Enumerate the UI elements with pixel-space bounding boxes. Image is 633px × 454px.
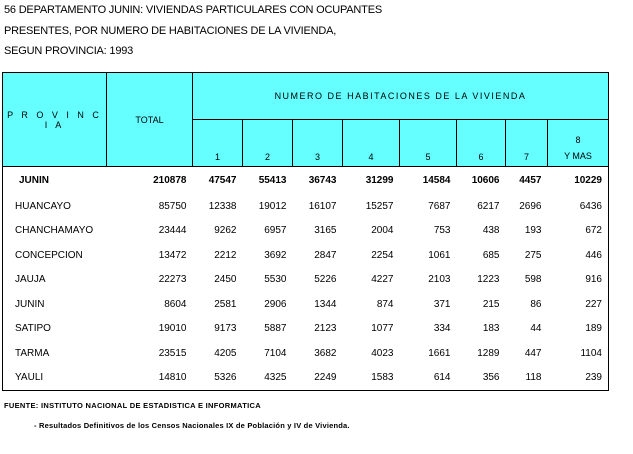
table-row xyxy=(3,317,609,342)
room-7-cell: 447 xyxy=(524,347,542,359)
room-8-cell: 916 xyxy=(548,268,609,293)
room-2-cell: 55413 xyxy=(258,175,287,186)
room-5-cell: 371 xyxy=(433,298,451,310)
provincia-cell: JAUJA xyxy=(3,268,107,293)
room-6-cell: 1289 xyxy=(477,347,500,359)
table-row xyxy=(3,366,609,391)
provincia-cell: JUNIN xyxy=(3,292,107,317)
provincia-cell: CHANCHAMAYO xyxy=(3,219,107,244)
room-2-cell: 19012 xyxy=(258,200,287,212)
room-2-cell: 2906 xyxy=(264,298,287,310)
room-1-cell: 2581 xyxy=(214,298,237,310)
room-5-cell: 7687 xyxy=(428,200,451,212)
room-1-cell: 9173 xyxy=(214,323,237,335)
total-cell: 22273 xyxy=(158,274,187,286)
room-5-cell: 614 xyxy=(400,366,457,391)
room-2-cell: 4325 xyxy=(243,366,293,391)
total-cell: 85750 xyxy=(158,200,187,212)
table-row xyxy=(3,194,609,219)
provincia-cell: YAULI xyxy=(3,366,107,391)
header-room-8-y-mas xyxy=(548,120,609,167)
room-8-cell: 672 xyxy=(548,219,609,244)
room-8-cell: 10229 xyxy=(548,175,609,194)
room-5-cell: 334 xyxy=(433,323,451,335)
room-6-cell: 356 xyxy=(457,366,506,391)
header-room-8-number: 8 xyxy=(575,135,581,145)
header-group-habitaciones: NUMERO DE HABITACIONES DE LA VIVIENDA xyxy=(193,73,609,120)
room-4-cell: 4023 xyxy=(371,347,394,359)
room-1-cell: 2212 xyxy=(214,249,237,261)
total-cell: 19010 xyxy=(158,323,187,335)
table-row xyxy=(3,219,609,244)
room-2-cell: 6957 xyxy=(264,225,287,237)
room-1-cell: 4205 xyxy=(214,347,237,359)
room-3-cell: 36743 xyxy=(308,175,337,186)
room-3-cell: 16107 xyxy=(308,200,337,212)
header-room-3: 3 xyxy=(293,120,343,167)
room-5-cell: 1061 xyxy=(428,249,451,261)
total-cell: 23515 xyxy=(158,347,187,359)
room-7-cell: 193 xyxy=(524,225,542,237)
table-title-line-2: PRESENTES, POR NUMERO DE HABITACIONES DE LA VIVIENDA, xyxy=(4,25,337,37)
room-1-cell: 5326 xyxy=(193,366,243,391)
header-spacer xyxy=(3,167,609,176)
room-7-cell: 86 xyxy=(530,298,542,310)
header-total: TOTAL xyxy=(107,73,193,167)
total-cell: 8604 xyxy=(164,298,187,310)
table-row xyxy=(3,243,609,268)
room-8-cell: 239 xyxy=(548,366,609,391)
room-7-cell: 2696 xyxy=(519,200,542,212)
room-7-cell: 4457 xyxy=(519,175,542,186)
footnote: - Resultados Definitivos de los Censos Nacionales IX de Población y IV de Vivienda. xyxy=(34,421,350,430)
room-3-cell: 3165 xyxy=(314,225,337,237)
room-4-cell: 2004 xyxy=(371,225,394,237)
room-2-cell: 7104 xyxy=(264,347,287,359)
room-8-cell: 6436 xyxy=(548,194,609,219)
provincia-cell: SATIPO xyxy=(3,317,107,342)
room-8-cell: 1104 xyxy=(548,341,609,366)
room-4-cell: 4227 xyxy=(371,274,394,286)
room-2-cell: 5887 xyxy=(264,323,287,335)
room-6-cell: 1223 xyxy=(477,274,500,286)
table-row xyxy=(3,341,609,366)
room-5-cell: 1661 xyxy=(428,347,451,359)
source-note: FUENTE: INSTITUTO NACIONAL DE ESTADISTICA E INFORMATICA xyxy=(4,401,261,410)
header-room-5: 5 xyxy=(400,120,457,167)
room-4-cell: 31299 xyxy=(365,175,394,186)
total-cell: 14810 xyxy=(107,366,193,391)
room-4-cell: 1583 xyxy=(343,366,400,391)
header-room-6: 6 xyxy=(457,120,506,167)
table-row xyxy=(3,268,609,293)
room-4-cell: 15257 xyxy=(365,200,394,212)
provincia-cell: CONCEPCION xyxy=(3,243,107,268)
room-3-cell: 5226 xyxy=(314,274,337,286)
room-1-cell: 2450 xyxy=(214,274,237,286)
room-7-cell: 275 xyxy=(524,249,542,261)
room-2-cell: 3692 xyxy=(264,249,287,261)
room-2-cell: 5530 xyxy=(264,274,287,286)
housing-table xyxy=(2,72,609,391)
room-3-cell: 1344 xyxy=(314,298,337,310)
room-4-cell: 2254 xyxy=(371,249,394,261)
room-3-cell: 2249 xyxy=(293,366,343,391)
total-cell: 13472 xyxy=(158,249,187,261)
table-title-line-3: SEGUN PROVINCIA: 1993 xyxy=(4,45,134,57)
room-5-cell: 14584 xyxy=(422,175,451,186)
room-7-cell: 44 xyxy=(530,323,542,335)
total-cell: 210878 xyxy=(153,175,187,186)
room-5-cell: 2103 xyxy=(428,274,451,286)
room-5-cell: 753 xyxy=(433,225,451,237)
total-cell: 23444 xyxy=(158,225,187,237)
room-6-cell: 183 xyxy=(482,323,500,335)
room-7-cell: 598 xyxy=(524,274,542,286)
room-1-cell: 9262 xyxy=(214,225,237,237)
room-8-cell: 189 xyxy=(548,317,609,342)
department-total-row xyxy=(3,175,609,194)
header-provincia: P R O V I N C I A xyxy=(3,73,107,167)
table-title-line-1: 56 DEPARTAMENTO JUNIN: VIVIENDAS PARTICULARES CON OCUPANTES xyxy=(4,4,382,16)
header-room-4: 4 xyxy=(343,120,400,167)
room-6-cell: 10606 xyxy=(471,175,500,186)
header-room-8-suffix: Y MAS xyxy=(564,151,592,161)
room-6-cell: 6217 xyxy=(477,200,500,212)
table-row xyxy=(3,292,609,317)
room-6-cell: 215 xyxy=(482,298,500,310)
room-8-cell: 446 xyxy=(548,243,609,268)
room-3-cell: 3682 xyxy=(314,347,337,359)
room-6-cell: 438 xyxy=(482,225,500,237)
room-4-cell: 874 xyxy=(376,298,394,310)
provincia-cell: TARMA xyxy=(3,341,107,366)
room-7-cell: 118 xyxy=(506,366,548,391)
provincia-cell: JUNIN xyxy=(3,175,107,194)
header-room-7: 7 xyxy=(506,120,548,167)
provincia-cell: HUANCAYO xyxy=(3,194,107,219)
room-3-cell: 2847 xyxy=(314,249,337,261)
room-1-cell: 47547 xyxy=(208,175,237,186)
header-room-1: 1 xyxy=(193,120,243,167)
room-3-cell: 2123 xyxy=(314,323,337,335)
room-8-cell: 227 xyxy=(548,292,609,317)
room-6-cell: 685 xyxy=(482,249,500,261)
room-1-cell: 12338 xyxy=(208,200,237,212)
header-room-2: 2 xyxy=(243,120,293,167)
room-4-cell: 1077 xyxy=(371,323,394,335)
